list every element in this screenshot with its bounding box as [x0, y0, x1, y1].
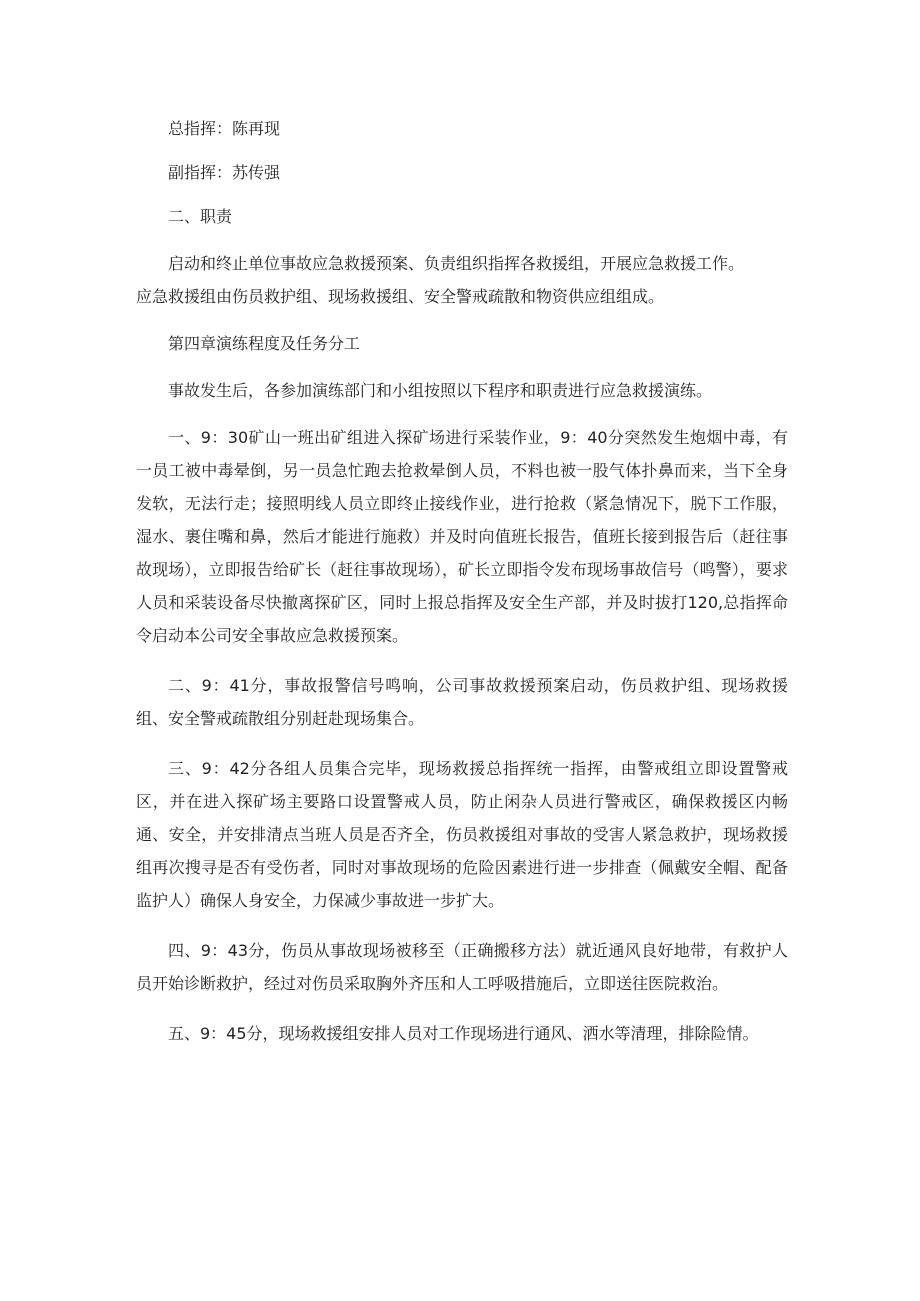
- step-two-paragraph: 二、9：41分，事故报警信号鸣响，公司事故救援预案启动，伤员救护组、现场救援组、安全警戒疏散组分别赶赴现场集合。: [136, 676, 788, 728]
- step-five-paragraph: 五、9：45分，现场救援组安排人员对工作现场进行通风、洒水等清理，排除险情。: [168, 1024, 759, 1043]
- intro-paragraph: 事故发生后，各参加演练部门和小组按照以下程序和职责进行应急救援演练。: [168, 381, 713, 400]
- duties-composition-paragraph: 应急救援组由伤员救护组、现场救援组、安全警戒疏散和物资供应组组成。: [136, 287, 665, 306]
- step-one-paragraph: 一、9：30矿山一班出矿组进入探矿场进行采装作业，9：40分突然发生炮烟中毒，有一员工被中毒晕倒，另一员急忙跑去抢救晕倒人员，不料也被一股气体扑鼻而来，当下全身发软，无法行走；接照明线人员立即终止接线作业，进行抢救（紧急情况下，脱下工作服，湿水、裹住嘴和鼻，然后才能进行施救）并及时向值班长报告，值班长接到报告后（赶往事故现场），立即报告给矿长（赶往事故现场），矿长立即指令发布现场事故信号（鸣警），要求人员和采装设备尽快撤离探矿区，同时上报总指挥及安全生产部，并及时拔打120,总指挥命令启动本公司安全事故应急救援预案。: [136, 428, 788, 645]
- step-four-paragraph: 四、9：43分，伤员从事故现场被移至（正确搬移方法）就近通风良好地带，有救护人员开始诊断救护，经过对伤员采取胸外齐压和人工呼吸措施后，立即送往医院救治。: [136, 941, 788, 993]
- section-heading-duties: 二、职责: [168, 207, 233, 226]
- deputy-commander-line: 副指挥：苏传强: [168, 163, 281, 182]
- document-body: [136, 112, 788, 1050]
- duties-paragraph: 启动和终止单位事故应急救援预案、负责组织指挥各救援组，开展应急救援工作。: [168, 254, 745, 273]
- chapter-four-title: 第四章演练程度及任务分工: [168, 334, 361, 353]
- step-three-paragraph: 三、9：42分各组人员集合完毕，现场救援总指挥统一指挥，由警戒组立即设置警戒区，并在进入探矿场主要路口设置警戒人员，防止闲杂人员进行警戒区，确保救援区内畅通、安全，并安排清点当班人员是否齐全，伤员救援组对事故的受害人紧急救护，现场救援组再次搜寻是否有受伤者，同时对事故现场的危险因素进行进一步排查（佩戴安全帽、配备监护人）确保人身安全，力保减少事故进一步扩大。: [136, 759, 788, 910]
- commander-line: 总指挥：陈再现: [168, 119, 281, 138]
